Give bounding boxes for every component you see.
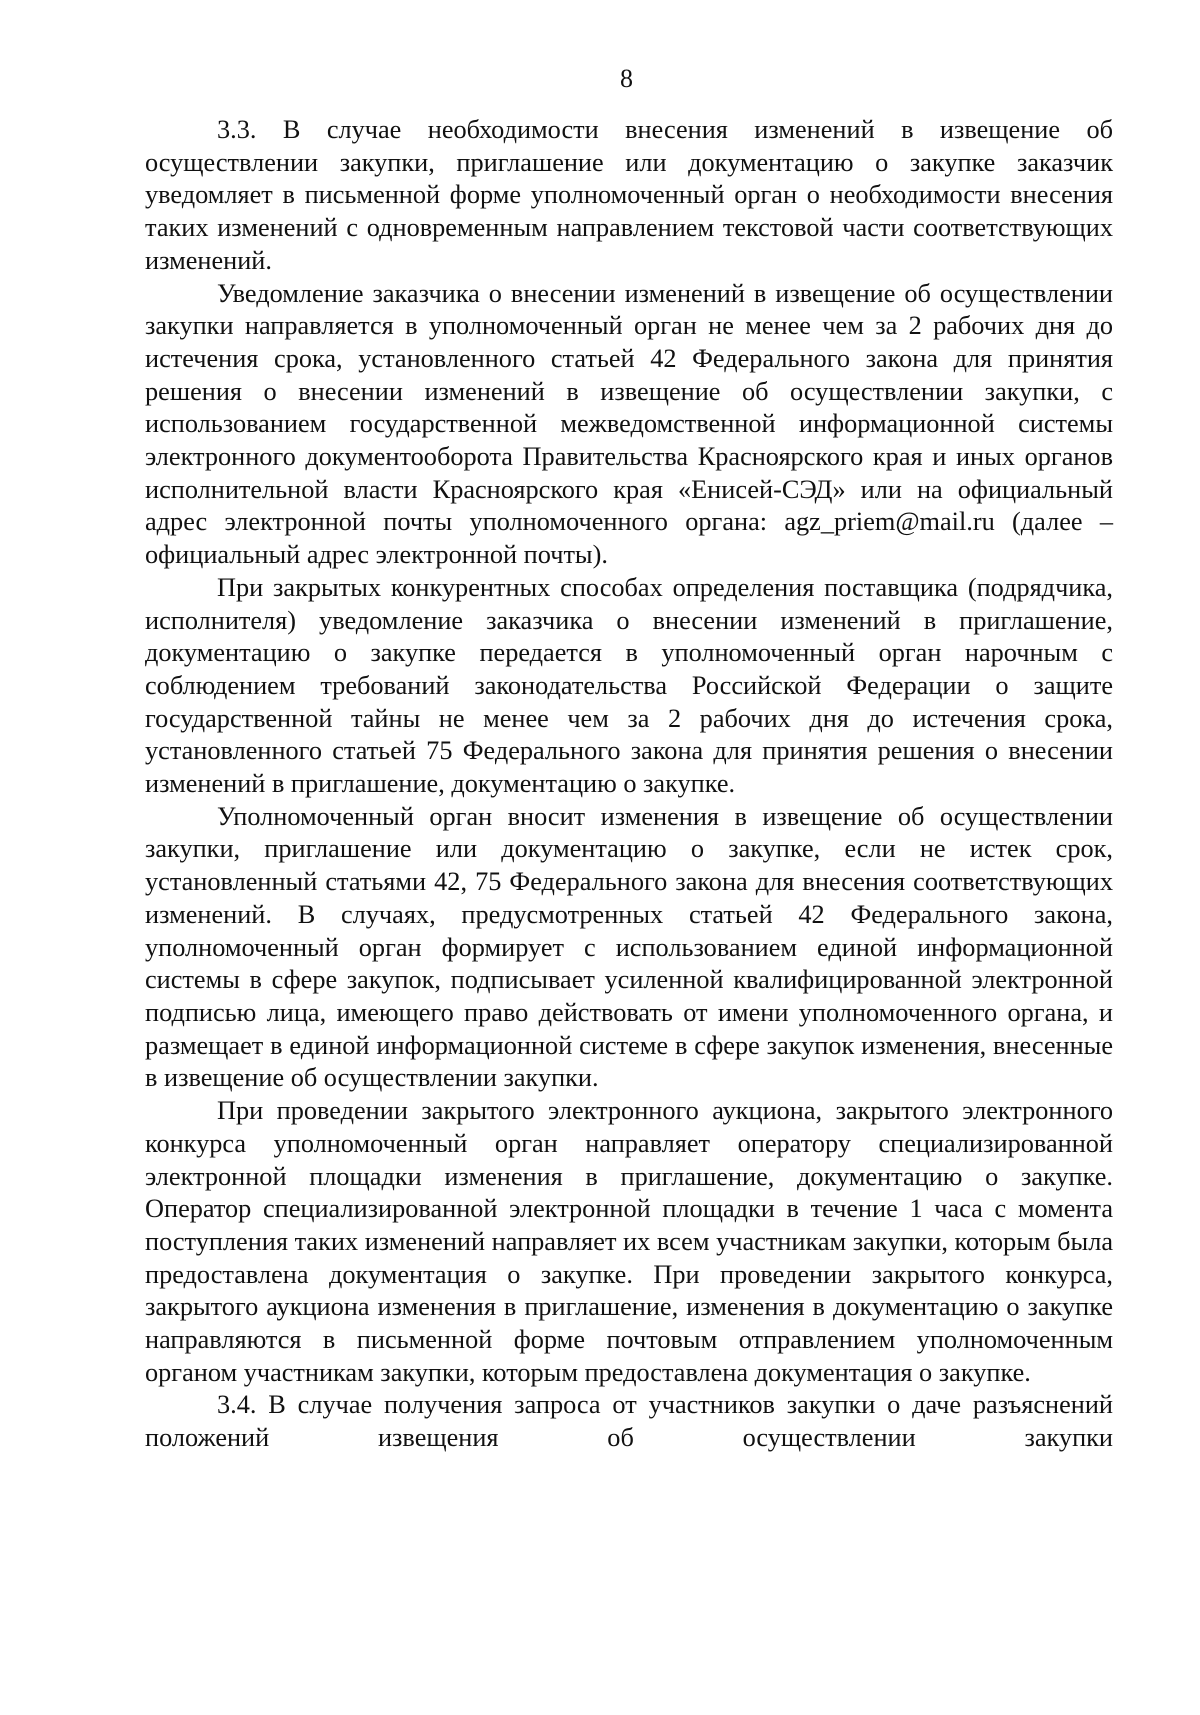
page-number: 8 (620, 64, 633, 93)
paragraph-notification-procedure: Уведомление заказчика о внесении изменений в извещение об осуществлении закупки направляется в уполномоченный орган не менее чем за 2 рабочих дня до истечения срока, установленного статьей 42 Федерального закона для принятия решения о внесении изменений в извещение об осуществлении закупки, с использованием государственной межведомственной информационной системы электронного документооборота Правительства Красноярского края и иных органов исполнительной власти Красноярского края «Енисей-СЭД» или на официальный адрес электронной почты уполномоченного органа: agz_priem@mail.ru (далее – официальный адрес электронной почты). (145, 278, 1113, 570)
paragraph-closed-procurement: При закрытых конкурентных способах определения поставщика (подрядчика, исполнителя) уведомление заказчика о внесении изменений в приглашение, документацию о закупке передается в уполномоченный орган нарочным с соблюдением требований законодательства Российской Федерации о защите государственной тайны не менее чем за 2 рабочих дня до истечения срока, установленного статьей 75 Федерального закона для принятия решения о внесении изменений в приглашение, документацию о закупке. (145, 572, 1113, 799)
paragraph-closed-auction: При проведении закрытого электронного аукциона, закрытого электронного конкурса уполномоченный орган направляет оператору специализированной электронной площадки изменения в приглашение, документацию о закупке. Оператор специализированной электронной площадки в течение 1 часа с момента поступления таких изменений направляет их всем участникам закупки, которым была предоставлена документация о закупке. При проведении закрытого конкурса, закрытого аукциона изменения в приглашение, изменения в документацию о закупке направляются в письменной форме почтовым отправлением уполномоченным органом участникам закупки, которым предоставлена документация о закупке. (145, 1096, 1113, 1387)
document-body (145, 114, 1113, 1455)
paragraph-3-4: 3.4. В случае получения запроса от участников закупки о даче разъяснений положений извещения об осуществлении закупки (145, 1390, 1113, 1453)
paragraph-3-3: 3.3. В случае необходимости внесения изменений в извещение об осуществлении закупки, приглашение или документацию о закупке заказчик уведомляет в письменной форме уполномоченный орган о необходимости внесения таких изменений с одновременным направлением текстовой части соответствующих изменений. (145, 115, 1113, 275)
paragraph-authority-changes: Уполномоченный орган вносит изменения в извещение об осуществлении закупки, приглашение или документацию о закупке, если не истек срок, установленный статьями 42, 75 Федерального закона для внесения соответствующих изменений. В случаях, предусмотренных статьей 42 Федерального закона, уполномоченный орган формирует с использованием единой информационной системы в сфере закупок, подписывает усиленной квалифицированной электронной подписью лица, имеющего право действовать от имени уполномоченного органа, и размещает в единой информационной системе в сфере закупок изменения, внесенные в извещение об осуществлении закупки. (145, 801, 1113, 1093)
